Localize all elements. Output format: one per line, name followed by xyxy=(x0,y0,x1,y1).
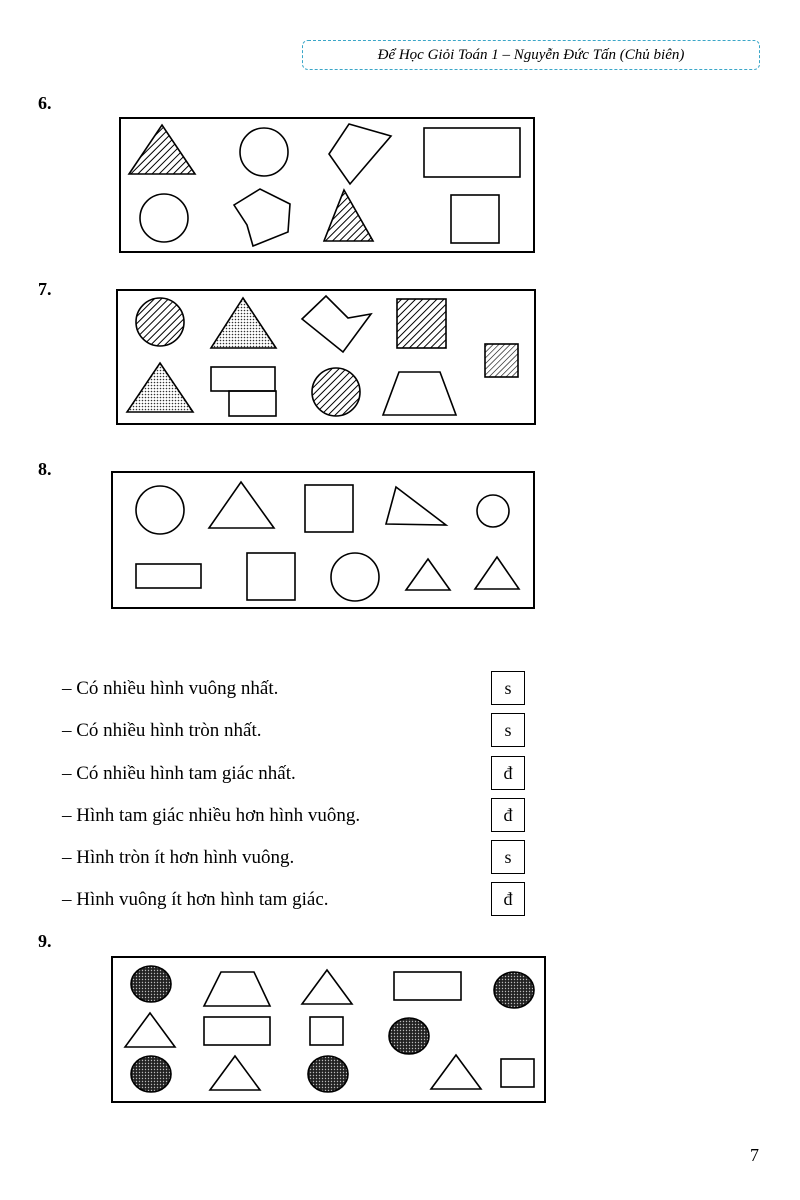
square xyxy=(310,1017,343,1045)
triangle xyxy=(302,970,352,1004)
triangle xyxy=(475,557,519,589)
rectangle xyxy=(204,1017,270,1045)
answer-box-2[interactable]: s xyxy=(491,713,525,747)
trapezoid xyxy=(383,372,456,415)
dotted-oval xyxy=(131,1056,171,1092)
statement-1: – Có nhiều hình vuông nhất. xyxy=(62,678,279,699)
dotted-oval xyxy=(308,1056,348,1092)
hatched-square xyxy=(397,299,446,348)
answer-box-3[interactable]: đ xyxy=(491,756,525,790)
pentagon xyxy=(302,296,371,352)
dotted-oval xyxy=(494,972,534,1008)
hatched-triangle xyxy=(129,125,195,174)
figure-6 xyxy=(120,118,534,252)
triangle xyxy=(431,1055,481,1089)
triangle xyxy=(406,559,450,590)
answer-box-5[interactable]: s xyxy=(491,840,525,874)
figure-7 xyxy=(117,290,535,424)
answer-box-6[interactable]: đ xyxy=(491,882,525,916)
question-7-number: 7. xyxy=(38,279,52,299)
triangle xyxy=(125,1013,175,1047)
page-number: 7 xyxy=(750,1145,759,1165)
statement-6: – Hình vuông ít hơn hình tam giác. xyxy=(62,889,329,910)
statement-4: – Hình tam giác nhiều hơn hình vuông. xyxy=(62,805,361,826)
square xyxy=(305,485,353,532)
circle xyxy=(240,128,288,176)
circle xyxy=(477,495,509,527)
question-8-number: 8. xyxy=(38,459,52,479)
question-9-number: 9. xyxy=(38,931,52,951)
statement-5: – Hình tròn ít hơn hình vuông. xyxy=(62,847,295,868)
triangle xyxy=(386,487,446,525)
hatched-circle xyxy=(136,298,184,346)
rectangle xyxy=(424,128,520,177)
dotted-triangle xyxy=(211,298,276,348)
triangle xyxy=(210,1056,260,1090)
question-6-number: 6. xyxy=(38,93,52,113)
hexagon xyxy=(234,189,290,246)
figure-9 xyxy=(112,957,545,1102)
square xyxy=(247,553,295,600)
answer-box-1[interactable]: s xyxy=(491,671,525,705)
figure-8 xyxy=(112,472,534,608)
rectangle xyxy=(211,367,275,391)
triangle xyxy=(209,482,274,528)
hatched-circle xyxy=(312,368,360,416)
rectangle xyxy=(136,564,201,588)
book-title: Để Học Giỏi Toán 1 – Nguyễn Đức Tấn (Chủ biên) xyxy=(377,46,685,63)
statement-3: – Có nhiều hình tam giác nhất. xyxy=(62,763,296,784)
answer-box-4[interactable]: đ xyxy=(491,798,525,832)
circle xyxy=(331,553,379,601)
dotted-triangle xyxy=(127,363,193,412)
dotted-oval xyxy=(131,966,171,1002)
quadrilateral xyxy=(329,124,391,184)
square xyxy=(501,1059,534,1087)
statement-2: – Có nhiều hình tròn nhất. xyxy=(62,720,262,741)
dotted-oval xyxy=(389,1018,429,1054)
hatched-triangle xyxy=(324,190,373,241)
circle xyxy=(136,486,184,534)
circle xyxy=(140,194,188,242)
rectangle xyxy=(229,391,276,416)
square xyxy=(451,195,499,243)
hatched-small-square xyxy=(485,344,518,377)
rectangle xyxy=(394,972,461,1000)
trapezoid xyxy=(204,972,270,1006)
